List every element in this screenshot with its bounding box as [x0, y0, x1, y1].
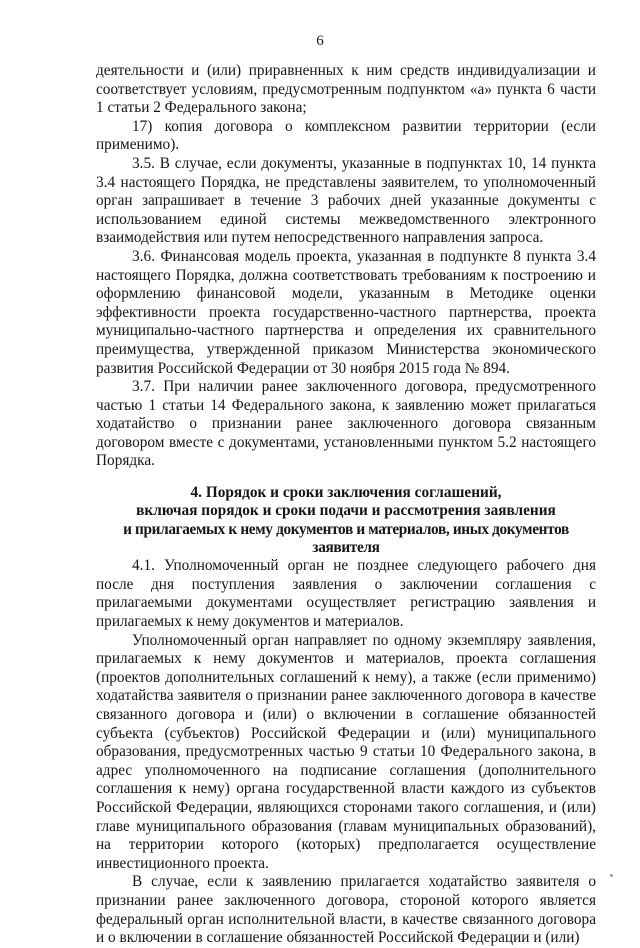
paragraph-in-case: В случае, если к заявлению прилагается ходатайство заявителя о признании ранее заключенного договора, стороной которого является федеральный орган исполнительной власти, в качестве связанного договора и о включении в соглашение обязанностей Российской Федерации и (или) [96, 873, 596, 947]
paragraph-3-5: 3.5. В случае, если документы, указанные в подпунктах 10, 14 пункта 3.4 настоящего Порядка, не представлены заявителем, то уполномоченный орган запрашивает в течение 3 рабочих дней указанные документы с использованием единой системы межведомственного электронного взаимодействия или путем непосредственного направления запроса. [96, 154, 596, 247]
document-body [96, 62, 596, 948]
paragraph-authority-sends: Уполномоченный орган направляет по одному экземпляру заявления, прилагаемых к нему документов и материалов, проекта соглашения (проектов дополнительных соглашений к нему), а также (если применимо) ходатайства заявителя о признании ранее заключенного договора в качестве связанного договора и (или) о включении в соглашение обязанностей субъекта (субъектов) Российской Федерации и (или) муниципального образования, предусмотренных частью 9 статьи 10 Федерального закона, в адрес уполномоченного на подписание соглашения (дополнительного соглашения к нему) органа государственной власти каждого из субъектов Российской Федерации, являющихся сторонами такого соглашения, и (или) главе муниципального образования (главам муниципальных образований), на территории которого (которых) предполагается осуществление инвестиционного проекта. [96, 631, 596, 872]
paragraph-3-6: 3.6. Финансовая модель проекта, указанная в подпункте 8 пункта 3.4 настоящего Порядка, должна соответствовать требованиям к построению и оформлению финансовой модели, указанным в Методике оценки эффективности проекта государственно-частного партнерства, проекта муниципально-частного партнерства и определения их сравнительного преимущества, утвержденной приказом Министерства экономического развития Российской Федерации от 30 ноября 2015 года № 894. [96, 247, 596, 377]
paragraph-item-17: 17) копия договора о комплексном развитии территории (если применимо). [96, 117, 596, 154]
section-heading [96, 484, 596, 557]
section-heading-line-2: включая порядок и сроки подачи и рассмотрения заявления [136, 502, 556, 520]
paragraph-3-7: 3.7. При наличии ранее заключенного договора, предусмотренного частью 1 статьи 14 Федерального закона, к заявлению может прилагаться ходатайство о признании ранее заключенного договора связанным договором вместе с документами, установленными пунктом 5.2 настоящего Порядка. [96, 378, 596, 470]
paragraph-continuation: деятельности и (или) приравненных к ним средств индивидуализации и соответствует условиям, предусмотренным подпунктом «а» пункта 6 части 1 статьи 2 Федерального закона; [96, 62, 596, 117]
section-heading-line-1: 4. Порядок и сроки заключения соглашений, [190, 484, 502, 502]
paragraph-4-1: 4.1. Уполномоченный орган не позднее следующего рабочего дня после дня поступления заявления о заключении соглашения с прилагаемыми документами осуществляет регистрацию заявления и прилагаемых к нему документов и материалов. [96, 557, 596, 631]
scan-speck [610, 874, 613, 877]
section-heading-line-3: и прилагаемых к нему документов и материалов, иных документов заявителя [123, 520, 569, 556]
page-number: 6 [316, 33, 324, 49]
